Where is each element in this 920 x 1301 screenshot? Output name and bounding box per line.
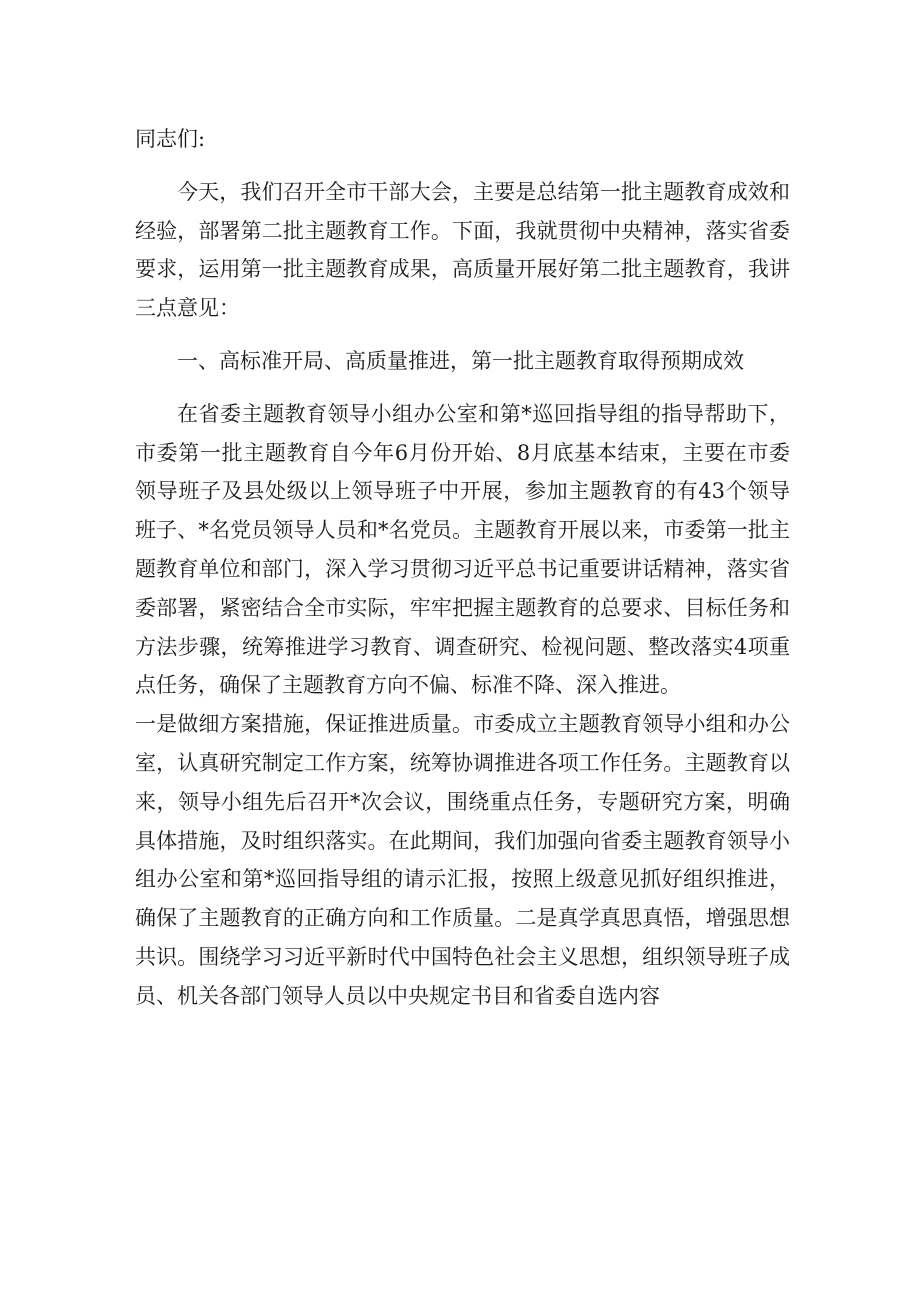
body-paragraph-achievements: 在省委主题教育领导小组办公室和第*巡回指导组的指导帮助下，市委第一批主题教育自今年6月份开始、8月底基本结束，主要在市委领导班子及县处级以上领导班子中开展，参加主题教育的有43个领导班子、*名党员领导人员和*名党员。主题教育开展以来，市委第一批主题教育单位和部门，深入学习贯彻习近平总书记重要讲话精神，落实省委部署，紧密结合全市实际，牢牢把握主题教育的总要求、目标任务和方法步骤，统筹推进学习教育、调查研究、检视问题、整改落实4项重点任务，确保了主题教育方向不偏、标准不降、深入推进。 <box>135 401 790 698</box>
document-body <box>135 120 790 1016</box>
body-paragraph-measures: 一是做细方案措施，保证推进质量。市委成立主题教育领导小组和办公室，认真研究制定工作方案，统筹协调推进各项工作任务。主题教育以来，领导小组先后召开*次会议，围绕重点任务，专题研究方案，明确具体措施，及时组织落实。在此期间，我们加强向省委主题教育领导小组办公室和第*巡回指导组的请示汇报，按照上级意见抓好组织推进，确保了主题教育的正确方向和工作质量。二是真学真思真悟，增强思想共识。围绕学习习近平新时代中国特色社会主义思想，组织领导班子成员、机关各部门领导人员以中央规定书目和省委自选内容 <box>135 712 790 1008</box>
section-heading-one: 一、高标准开局、高质量推进，第一批主题教育取得预期成效 <box>177 348 744 373</box>
salutation: 同志们: <box>135 127 206 151</box>
opening-paragraph: 今天，我们召开全市干部大会，主要是总结第一批主题教育成效和经验，部署第二批主题教育工作。下面，我就贯彻中央精神，落实省委要求，运用第一批主题教育成果，高质量开展好第二批主题教育，我讲三点意见： <box>135 179 790 321</box>
